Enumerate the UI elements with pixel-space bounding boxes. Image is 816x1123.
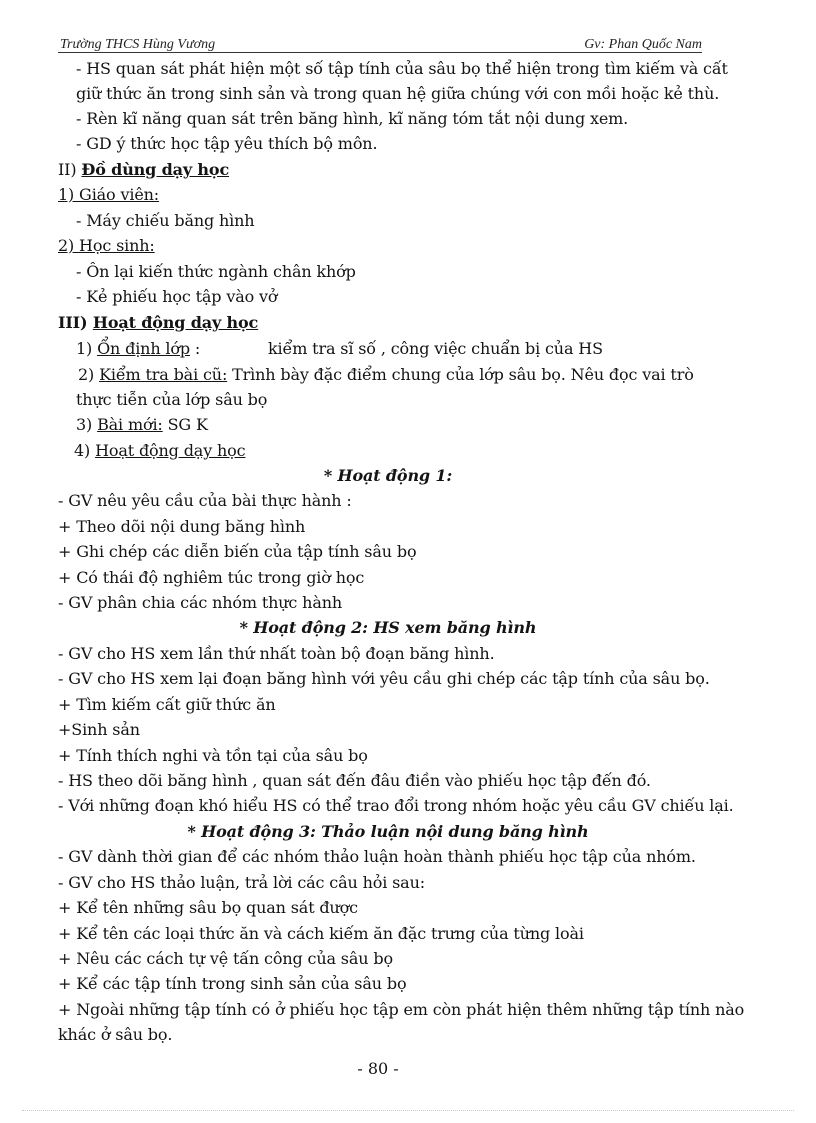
text-line: + Tìm kiếm cất giữ thức ăn bbox=[58, 695, 276, 714]
step-line bbox=[78, 365, 694, 385]
text-line: - HS theo dõi băng hình , quan sát đến đâu điền vào phiếu học tập đến đó. bbox=[58, 771, 651, 790]
section-heading-3 bbox=[58, 313, 258, 333]
text-line: - Với những đoạn khó hiểu HS có thể trao đổi trong nhóm hoặc yêu cầu GV chiếu lại. bbox=[58, 796, 734, 815]
text-line: thực tiễn của lớp sâu bọ bbox=[76, 390, 268, 409]
text-line: giữ thức ăn trong sinh sản và trong quan hệ giữa chúng với con mồi hoặc kẻ thù. bbox=[76, 84, 720, 103]
text-line: + Tính thích nghi và tồn tại của sâu bọ bbox=[58, 746, 368, 765]
page-number: - 80 - bbox=[357, 1059, 399, 1078]
text-line: - Rèn kĩ năng quan sát trên băng hình, kĩ năng tóm tắt nội dung xem. bbox=[76, 109, 629, 128]
step-text: kiểm tra sĩ số , công việc chuẩn bị của HS bbox=[268, 339, 603, 358]
step-text: Trình bày đặc điểm chung của lớp sâu bọ. Nêu đọc vai trò bbox=[227, 365, 694, 384]
step-number: 3) bbox=[76, 415, 98, 434]
text-line: - GV cho HS xem lần thứ nhất toàn bộ đoạn băng hình. bbox=[58, 644, 495, 663]
text-line: +Sinh sản bbox=[58, 720, 140, 739]
text-line: - HS quan sát phát hiện một số tập tính của sâu bọ thể hiện trong tìm kiếm và cất bbox=[76, 59, 728, 78]
text-line: + Nêu các cách tự vệ tấn công của sâu bọ bbox=[58, 949, 393, 968]
text-line: khác ở sâu bọ. bbox=[58, 1025, 173, 1044]
section-number: III) bbox=[58, 313, 93, 332]
header-school: Trường THCS Hùng Vương bbox=[60, 37, 216, 52]
step-label: Bài mới: bbox=[97, 415, 163, 434]
text-line: + Ngoài những tập tính có ở phiếu học tập em còn phát hiện thêm những tập tính nào bbox=[58, 1000, 745, 1019]
text-line: - Kẻ phiếu học tập vào vở bbox=[76, 287, 278, 306]
section-title: Đồ dùng dạy học bbox=[81, 160, 230, 179]
activity-1-title: * Hoạt động 1: bbox=[323, 466, 453, 485]
text-line: - Ôn lại kiến thức ngành chân khớp bbox=[76, 262, 356, 281]
step-line bbox=[74, 441, 245, 461]
step-text: SG K bbox=[162, 415, 208, 434]
section-title: Hoạt động dạy học bbox=[92, 313, 259, 332]
page-bottom-border bbox=[22, 1110, 794, 1111]
step-colon: : bbox=[189, 339, 201, 358]
step-label: Hoạt động dạy học bbox=[95, 441, 246, 460]
section-number: II) bbox=[58, 160, 82, 179]
activity-3-title: * Hoạt động 3: Thảo luận nội dung băng hình bbox=[187, 822, 589, 841]
section-heading-2 bbox=[58, 160, 229, 180]
text-line: - GV dành thời gian để các nhóm thảo luận hoàn thành phiếu học tập của nhóm. bbox=[58, 847, 696, 866]
subheading: 1) Giáo viên: bbox=[58, 185, 160, 204]
text-line: - GV phân chia các nhóm thực hành bbox=[58, 593, 343, 612]
text-line: + Kể tên những sâu bọ quan sát được bbox=[58, 898, 358, 917]
text-line: + Ghi chép các diễn biến của tập tính sâu bọ bbox=[58, 542, 417, 561]
header-rule bbox=[58, 52, 702, 53]
step-number: 1) bbox=[76, 339, 98, 358]
text-line: - Máy chiếu băng hình bbox=[76, 211, 255, 230]
step-number: 4) bbox=[74, 441, 96, 460]
text-line: + Có thái độ nghiêm túc trong giờ học bbox=[58, 568, 365, 587]
subheading: 2) Học sinh: bbox=[58, 236, 155, 255]
text-line: - GV nêu yêu cầu của bài thực hành : bbox=[58, 491, 352, 510]
step-line bbox=[76, 339, 200, 359]
step-label: Kiểm tra bài cũ: bbox=[99, 365, 228, 384]
text-line: - GV cho HS thảo luận, trả lời các câu hỏi sau: bbox=[58, 873, 425, 892]
step-label: Ổn định lớp bbox=[97, 339, 190, 358]
step-number: 2) bbox=[78, 365, 100, 384]
activity-2-title: * Hoạt động 2: HS xem băng hình bbox=[239, 618, 537, 637]
text-line: + Theo dõi nội dung băng hình bbox=[58, 517, 306, 536]
text-line: + Kể các tập tính trong sinh sản của sâu bọ bbox=[58, 974, 407, 993]
step-line bbox=[76, 415, 208, 435]
text-line: + Kể tên các loại thức ăn và cách kiếm ăn đặc trưng của từng loài bbox=[58, 924, 584, 943]
text-line: - GV cho HS xem lại đoạn băng hình với yêu cầu ghi chép các tập tính của sâu bọ. bbox=[58, 669, 710, 688]
header-teacher: Gv: Phan Quốc Nam bbox=[584, 37, 702, 52]
text-line: - GD ý thức học tập yêu thích bộ môn. bbox=[76, 134, 378, 153]
